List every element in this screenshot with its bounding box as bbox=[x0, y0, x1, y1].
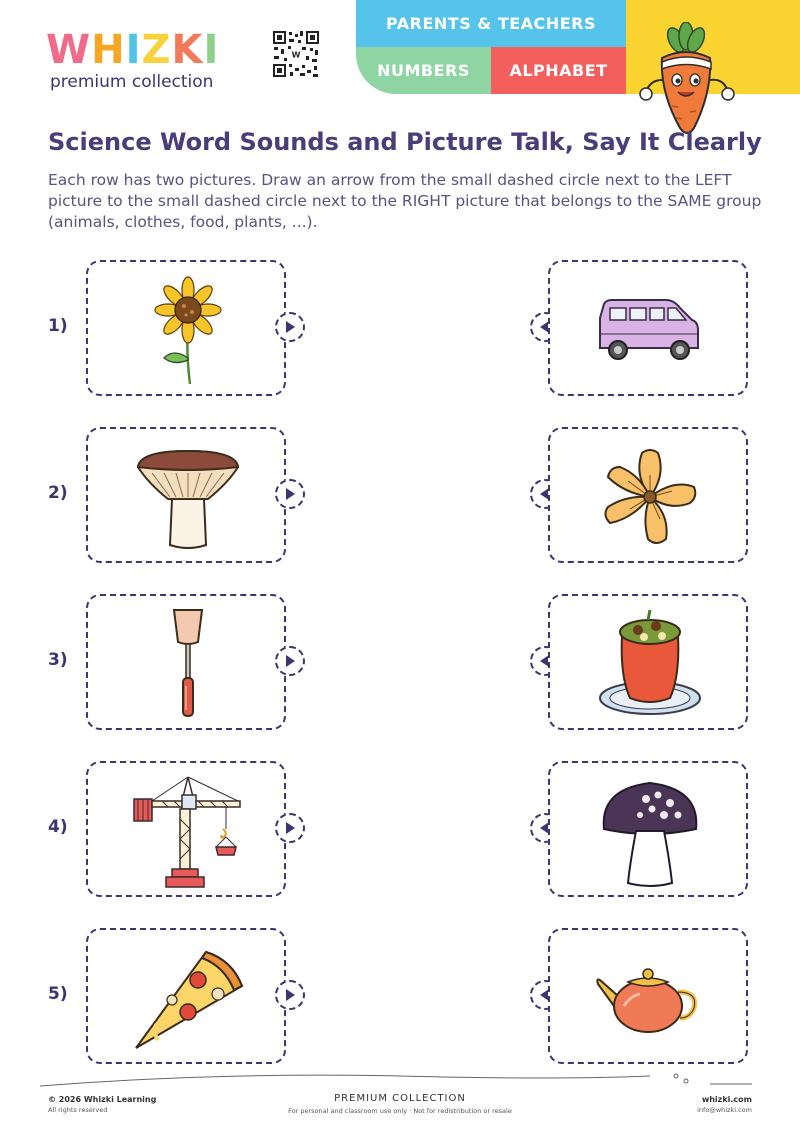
crane-icon bbox=[128, 773, 248, 889]
left-picture-card bbox=[86, 427, 286, 563]
footer-site-link[interactable]: whizki.com bbox=[701, 1095, 752, 1104]
arrow-right-icon bbox=[283, 320, 297, 334]
footer-usage: For personal and classroom use only · Not for redistribution or resale bbox=[288, 1107, 512, 1115]
left-picture-card bbox=[86, 761, 286, 897]
row-number: 5) bbox=[48, 984, 68, 1004]
footer-collection: PREMIUM COLLECTION bbox=[334, 1093, 466, 1104]
left-picture-card bbox=[86, 928, 286, 1064]
left-answer-dot[interactable] bbox=[275, 479, 305, 509]
left-picture-card bbox=[86, 260, 286, 396]
spotted-mushroom-icon bbox=[590, 773, 710, 889]
worksheet-title: Science Word Sounds and Picture Talk, Say It Clearly bbox=[48, 128, 762, 156]
right-picture-card bbox=[548, 260, 748, 396]
stuffed-pepper-icon bbox=[590, 606, 710, 722]
mushroom-icon bbox=[128, 439, 248, 555]
matching-row bbox=[0, 427, 800, 567]
svg-text:W: W bbox=[291, 50, 301, 60]
sunflower-icon bbox=[128, 272, 248, 388]
teapot-icon bbox=[590, 940, 710, 1056]
left-answer-dot[interactable] bbox=[275, 312, 305, 342]
arrow-right-icon bbox=[283, 487, 297, 501]
pizza-slice-icon bbox=[128, 940, 248, 1056]
right-picture-card bbox=[548, 427, 748, 563]
footer-rights: All rights reserved bbox=[48, 1106, 108, 1114]
matching-row bbox=[0, 260, 800, 400]
footer-email-link[interactable]: info@whizki.com bbox=[697, 1106, 752, 1114]
parents-teachers-tab[interactable]: PARENTS & TEACHERS bbox=[356, 0, 626, 47]
matching-row bbox=[0, 761, 800, 901]
footer-copyright: © 2026 Whizki Learning bbox=[48, 1095, 157, 1104]
carrot-mascot-icon bbox=[632, 22, 742, 140]
logo-subtitle: premium collection bbox=[50, 72, 214, 92]
qr-code-icon bbox=[272, 30, 320, 78]
left-answer-dot[interactable] bbox=[275, 646, 305, 676]
right-picture-card bbox=[548, 594, 748, 730]
row-number: 4) bbox=[48, 817, 68, 837]
left-answer-dot[interactable] bbox=[275, 813, 305, 843]
footer-divider bbox=[40, 1068, 760, 1088]
row-number: 2) bbox=[48, 483, 68, 503]
left-picture-card bbox=[86, 594, 286, 730]
row-number: 1) bbox=[48, 316, 68, 336]
alphabet-tab[interactable]: ALPHABET bbox=[491, 47, 626, 94]
matching-row bbox=[0, 594, 800, 734]
right-picture-card bbox=[548, 761, 748, 897]
logo-wordmark: WHIZKI bbox=[46, 27, 220, 73]
flower-icon bbox=[590, 439, 710, 555]
arrow-right-icon bbox=[283, 821, 297, 835]
numbers-tab[interactable]: NUMBERS bbox=[356, 47, 491, 94]
worksheet-instructions: Each row has two pictures. Draw an arrow from the small dashed circle next to the LEFT picture to the small dashed circle next to the RIGHT picture that belongs to the SAME group (animals, clothes, food, plants, ...). bbox=[48, 171, 762, 231]
arrow-right-icon bbox=[283, 988, 297, 1002]
left-answer-dot[interactable] bbox=[275, 980, 305, 1010]
spatula-icon bbox=[128, 606, 248, 722]
right-picture-card bbox=[548, 928, 748, 1064]
row-number: 3) bbox=[48, 650, 68, 670]
matching-row bbox=[0, 928, 800, 1068]
whizki-logo bbox=[46, 27, 221, 92]
arrow-right-icon bbox=[283, 654, 297, 668]
van-icon bbox=[590, 272, 710, 388]
